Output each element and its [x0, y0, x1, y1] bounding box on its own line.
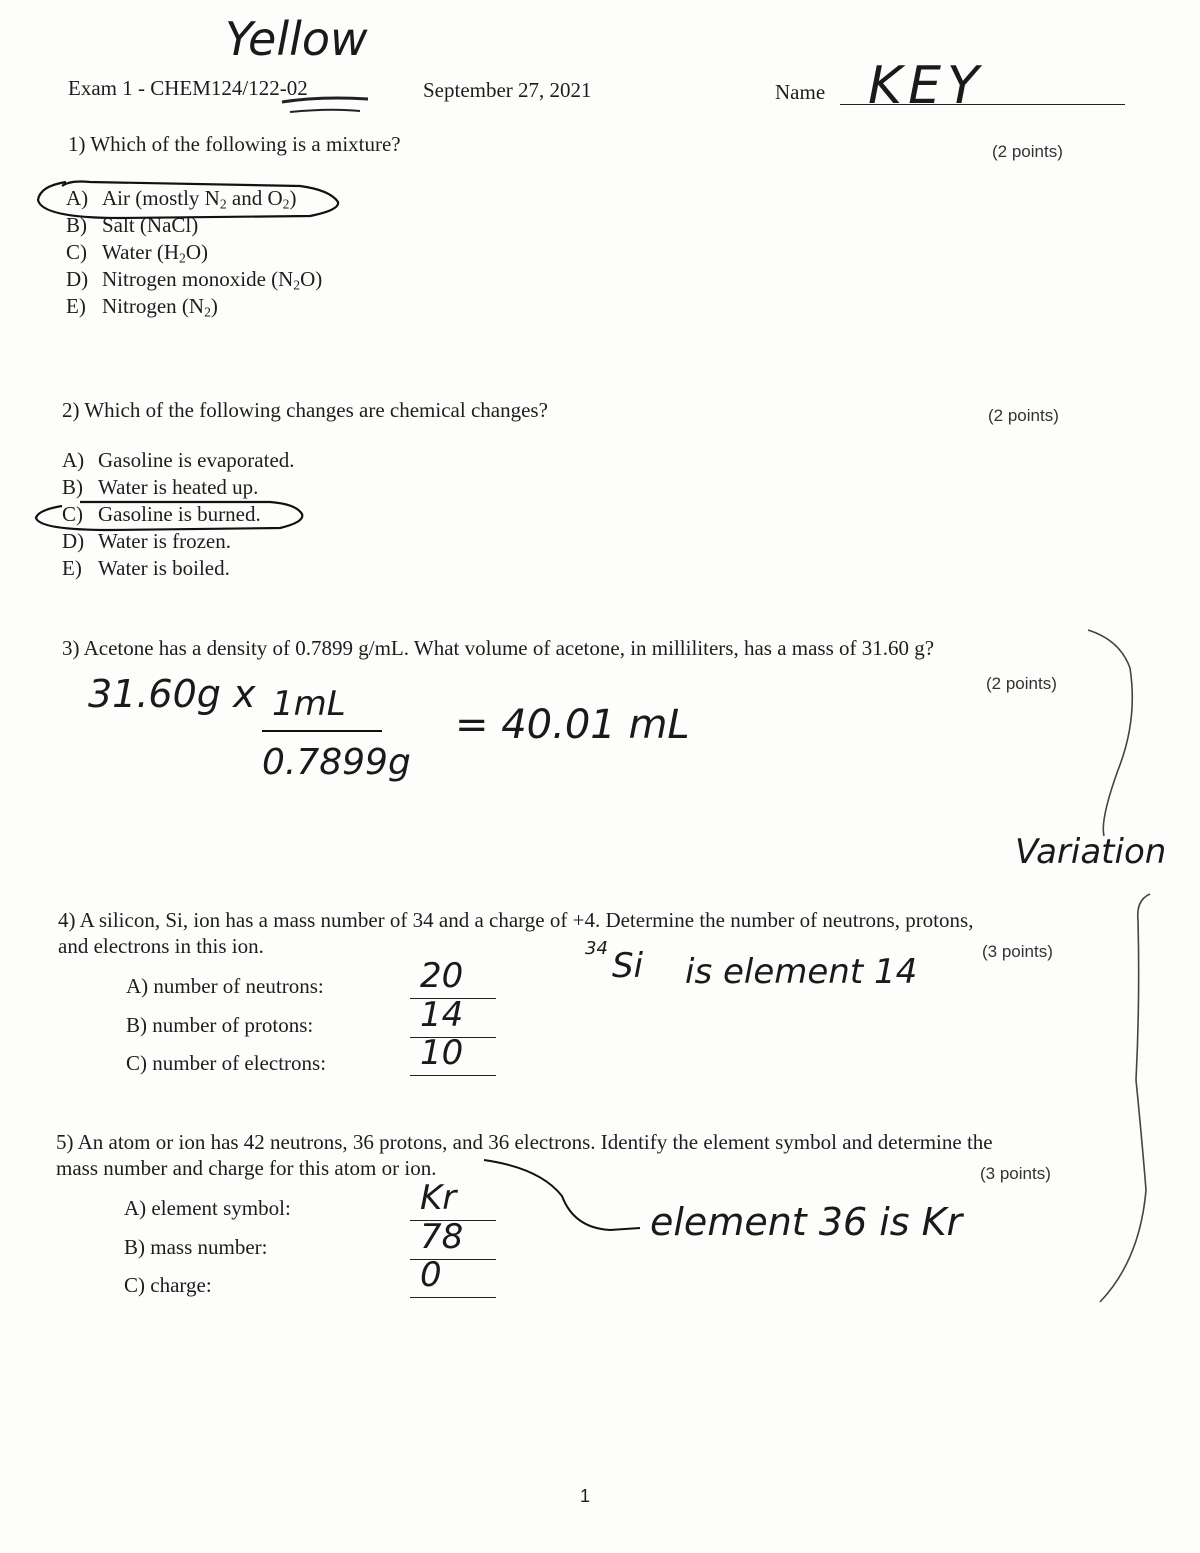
subscript: 2: [204, 304, 211, 320]
color-note: Yellow: [225, 12, 368, 66]
q3-denominator: 0.7899g: [262, 742, 411, 783]
q5-item-label-2: C) charge:: [124, 1273, 212, 1297]
q5-item-answer-2: 0: [420, 1255, 442, 1295]
option-text: Water is heated up.: [98, 475, 259, 499]
q5-item-answer-0: Kr: [420, 1178, 457, 1218]
q4-note-mass: 34: [585, 938, 608, 959]
option-text: Nitrogen (N: [102, 294, 205, 318]
q2-points: (2 points): [988, 406, 1059, 425]
q3-numerator: 1mL: [272, 684, 346, 724]
q5-question-line2: mass number and charge for this atom or ion.: [56, 1156, 437, 1180]
option-letter: D): [66, 267, 89, 291]
option-letter: A): [66, 186, 89, 210]
q5-item-answer-1: 78: [420, 1217, 464, 1257]
margin-note: Variation: [1015, 832, 1167, 872]
q5-points: (3 points): [980, 1164, 1051, 1183]
q3-question: 3) Acetone has a density of 0.7899 g/mL. What volume of acetone, in milliliters, has a mass of 31.60 g?: [62, 636, 935, 660]
exam-date: September 27, 2021: [423, 78, 592, 102]
q4-item-label-1: B) number of protons:: [126, 1013, 314, 1037]
q4-item-answer-2: 10: [420, 1033, 464, 1073]
q4-question-line2: and electrons in this ion.: [58, 934, 264, 958]
option-text: and O: [226, 186, 283, 210]
q5-question-line1: 5) An atom or ion has 42 neutrons, 36 protons, and 36 electrons. Identify the element symbol and determine the: [56, 1130, 993, 1154]
q1-points: (2 points): [992, 142, 1063, 161]
option-text: O): [300, 267, 323, 291]
q4-note-symbol: Si: [612, 946, 644, 986]
option-text: ): [210, 294, 218, 318]
option-text: Gasoline is burned.: [98, 502, 261, 526]
q1-question: 1) Which of the following is a mixture?: [68, 132, 401, 156]
option-text: Air (mostly N: [102, 186, 220, 210]
option-text: Water is frozen.: [98, 529, 231, 553]
subscript: 2: [179, 250, 186, 266]
q5-note: element 36 is Kr: [650, 1200, 963, 1244]
option-letter: E): [66, 294, 86, 318]
subscript: 2: [282, 196, 290, 212]
q3-given: 31.60g x: [88, 672, 256, 716]
option-text: Salt (NaCl): [102, 213, 199, 237]
q2-question: 2) Which of the following changes are chemical changes?: [62, 398, 548, 422]
q5-item-label-1: B) mass number:: [124, 1235, 268, 1259]
name-value: KEY: [868, 56, 985, 116]
name-label: Name: [775, 80, 826, 104]
q4-item-label-2: C) number of electrons:: [126, 1051, 327, 1075]
option-text: ): [289, 186, 297, 210]
q4-item-answer-1: 14: [420, 995, 464, 1035]
subscript: 2: [219, 196, 227, 212]
q4-points: (3 points): [982, 942, 1053, 961]
option-text: Gasoline is evaporated.: [98, 448, 295, 472]
option-letter: D): [62, 529, 85, 553]
option-letter: A): [62, 448, 85, 472]
q4-item-answer-0: 20: [420, 956, 464, 996]
option-letter: E): [62, 556, 82, 580]
option-text: Water (H: [102, 240, 180, 264]
option-letter: B): [66, 213, 87, 237]
q3-result: = 40.01 mL: [455, 702, 690, 748]
q4-item-label-0: A) number of neutrons:: [126, 974, 324, 998]
option-text: O): [185, 240, 209, 264]
page-number: 1: [580, 1486, 591, 1506]
option-letter: C): [62, 502, 83, 526]
option-text: Water is boiled.: [98, 556, 230, 580]
q5-item-label-0: A) element symbol:: [124, 1196, 291, 1220]
option-text: Nitrogen monoxide (N: [102, 267, 294, 291]
q4-question-line1: 4) A silicon, Si, ion has a mass number of 34 and a charge of +4. Determine the number of neutrons, protons,: [58, 908, 974, 932]
option-letter: C): [66, 240, 87, 264]
q3-points: (2 points): [986, 674, 1057, 693]
exam-title: Exam 1 - CHEM124/122-02: [68, 76, 308, 100]
subscript: 2: [293, 277, 301, 293]
q4-note-text: is element 14: [685, 952, 918, 992]
option-letter: B): [62, 475, 83, 499]
